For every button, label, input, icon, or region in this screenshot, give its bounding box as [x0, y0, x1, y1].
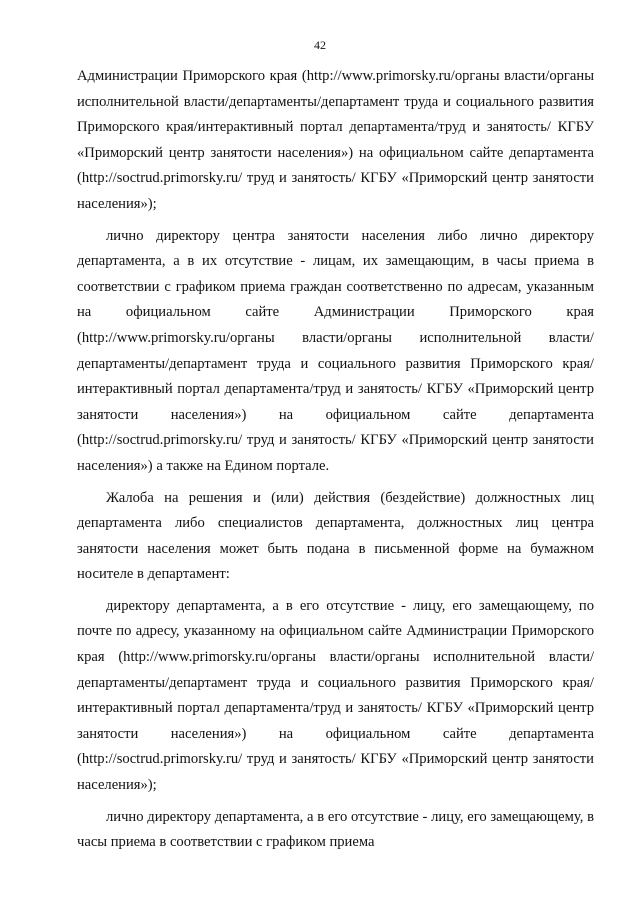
page-body [77, 64, 594, 856]
paragraph-2: лично директору центра занятости населения либо лично директору департамента, а в их отсутствие - лицам, их замещающим, в часы приема в соответствии с графиком приема граждан соответственно по адресам, указанным на официальном сайте Администрации Приморского края (http://www.primorsky.ru/органы власти/органы исполнительной власти/департаменты/департамент труда и социального развития Приморского края/интерактивный портал департамента/труд и занятость/ КГБУ «Приморский центр занятости населения») на официальном сайте департамента (http://soctrud.primorsky.ru/ труд и занятость/ КГБУ «Приморский центр занятости населения») а также на Едином портале. [77, 227, 594, 474]
paragraph-4: директору департамента, а в его отсутствие - лицу, его замещающему, по почте по адресу, указанному на официальном сайте Администрации Приморского края (http://www.primorsky.ru/органы власти/органы исполнительной власти/департаменты/департамент труда и социального развития Приморского края/интерактивный портал департамента/труд и занятость/ КГБУ «Приморский центр занятости населения») на официальном сайте департамента (http://soctrud.primorsky.ru/ труд и занятость/ КГБУ «Приморский центр занятости населения»); [77, 597, 594, 794]
paragraph-5: лично директору департамента, а в его отсутствие - лицу, его замещающему, в часы приема в соответствии с графиком приема [77, 808, 594, 851]
paragraph-1: Администрации Приморского края (http://www.primorsky.ru/органы власти/органы исполнительной власти/департаменты/департамент труда и социального развития Приморского края/интерактивный портал департамента/труд и занятость/ КГБУ «Приморский центр занятости населения») на официальном сайте департамента (http://soctrud.primorsky.ru/ труд и занятость/ КГБУ «Приморский центр занятости населения»); [77, 68, 594, 212]
paragraph-3: Жалоба на решения и (или) действия (бездействие) должностных лиц департамента либо специалистов департамента, должностных лиц центра занятости населения может быть подана в письменной форме на бумажном носителе в департамент: [77, 489, 594, 583]
page-number: 42 [314, 38, 326, 52]
